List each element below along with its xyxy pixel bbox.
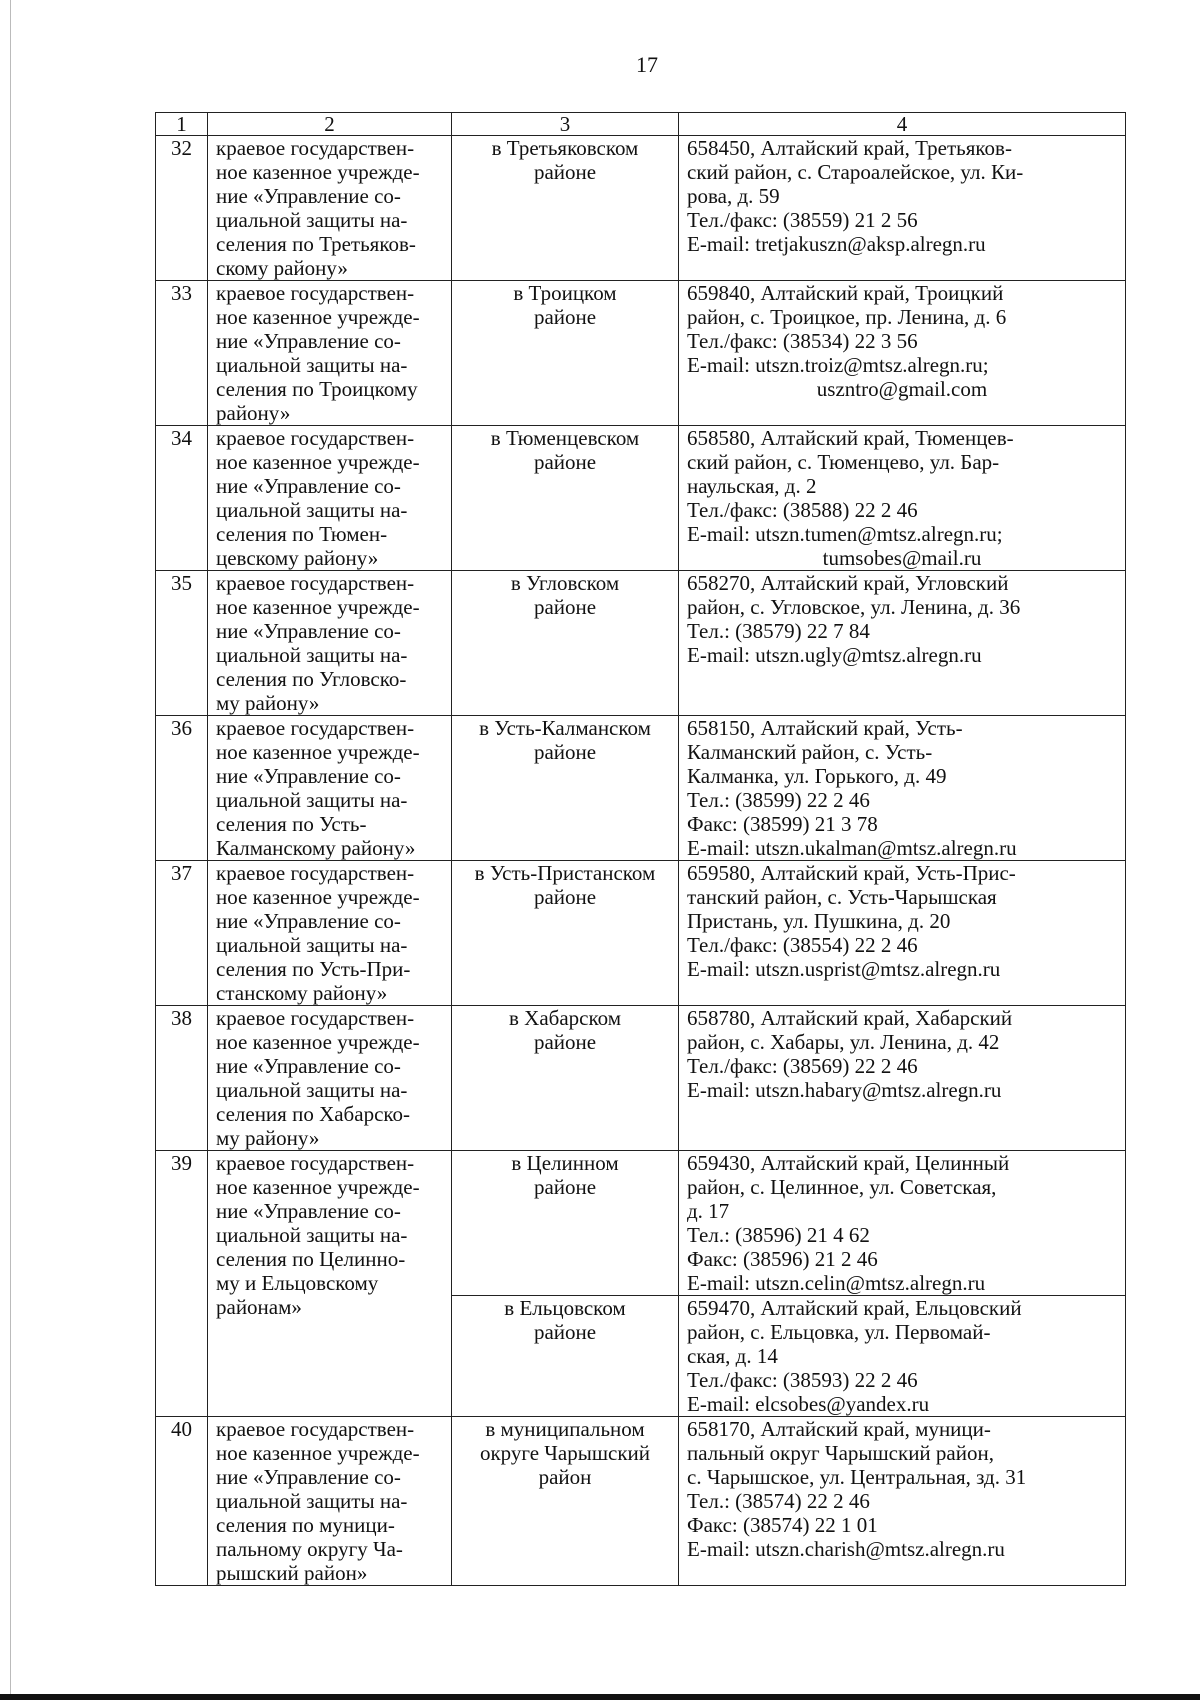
institution-name-line: селения по Хабарско- [216,1102,411,1126]
institution-name-line: селения по Тюмен- [216,522,388,546]
address-line: E-mail: utszn.troiz@mtsz.alregn.ru; [687,353,989,377]
address-line: пальный округ Чарышский район, [687,1441,994,1465]
district-line: в Троицком [513,281,617,305]
district-line: в Угловском [510,571,620,595]
institution-name-line: ное казенное учрежде- [216,160,420,184]
district-line: районе [533,1175,597,1199]
institution-name-line: пальному округу Ча- [216,1537,403,1561]
address-line: E-mail: utszn.ugly@mtsz.alregn.ru [687,643,982,667]
address-line: ский район, с. Тюменцево, ул. Бар- [687,450,1000,474]
district-line: в Усть-Пристанском [474,861,656,885]
district-line: районе [533,1030,597,1054]
district-line: в Целинном [511,1151,619,1175]
institution-name-line: Калманскому району» [216,836,416,860]
institution-name-line: циальной защиты на- [216,1078,408,1102]
address-line: ская, д. 14 [687,1344,778,1368]
address-line: Калманка, ул. Горького, д. 49 [687,764,947,788]
address-line: 659580, Алтайский край, Усть-Прис- [687,861,1016,885]
address-cell [679,1296,1126,1417]
address-line: E-mail: utszn.habary@mtsz.alregn.ru [687,1078,1002,1102]
address-line: Тел./факс: (38554) 22 2 46 [687,933,918,957]
address-line: Пристань, ул. Пушкина, д. 20 [687,909,951,933]
address-line: район, с. Хабары, ул. Ленина, д. 42 [687,1030,1000,1054]
address-line: E-mail: utszn.usprist@mtsz.alregn.ru [687,957,1001,981]
address-line: ский район, с. Староалейское, ул. Ки- [687,160,1024,184]
institution-name-line: краевое государствен- [216,1151,415,1175]
address-line: с. Чарышское, ул. Центральная, зд. 31 [687,1465,1027,1489]
table-row [156,1417,1126,1586]
address-line: Факс: (38596) 21 2 46 [687,1247,878,1271]
institution-name-line: ное казенное учрежде- [216,1441,420,1465]
address-cell [679,1006,1126,1151]
district-cell [452,1296,679,1417]
institution-name-line: станскому району» [216,981,388,1005]
district-cell [452,426,679,571]
column-header: 3 [452,113,679,136]
institution-name-line: ние «Управление со- [216,1465,401,1489]
institution-name-line: ние «Управление со- [216,329,401,353]
column-header: 2 [208,113,452,136]
row-number: 33 [156,281,208,426]
district-cell [452,571,679,716]
institution-name-line: ное казенное учрежде- [216,305,420,329]
row-number: 32 [156,136,208,281]
institution-name-line: селения по Третьяков- [216,232,416,256]
address-line: E-mail: utszn.ukalman@mtsz.alregn.ru [687,836,1017,860]
institution-name-line: ное казенное учрежде- [216,1175,420,1199]
district-cell [452,1006,679,1151]
district-line: районе [533,595,597,619]
institution-name-line: циальной защиты на- [216,353,408,377]
address-cell [679,716,1126,861]
institution-name-line: рышский район» [216,1561,368,1585]
address-line: Тел.: (38599) 22 2 46 [687,788,870,812]
column-header: 1 [156,113,208,136]
district-cell [452,136,679,281]
table-row [156,571,1126,716]
institution-name-line: циальной защиты на- [216,788,408,812]
address-cell [679,281,1126,426]
district-cell [452,716,679,861]
institution-name-cell [208,1006,452,1151]
institution-name-line: краевое государствен- [216,716,415,740]
institution-name-line: циальной защиты на- [216,1223,408,1247]
table-body [156,136,1126,1586]
row-number: 40 [156,1417,208,1586]
institution-name-line: селения по Троицкому [216,377,418,401]
address-line: Калманский район, с. Усть- [687,740,933,764]
row-number: 35 [156,571,208,716]
address-line: район, с. Троицкое, пр. Ленина, д. 6 [687,305,1007,329]
institution-name-line: скому району» [216,256,348,280]
address-cell [679,1417,1126,1586]
institution-name-line: селения по Угловско- [216,667,407,691]
institution-name-cell [208,571,452,716]
address-line: Тел./факс: (38569) 22 2 46 [687,1054,918,1078]
institution-name-cell [208,1151,452,1417]
institution-name-line: циальной защиты на- [216,208,408,232]
institution-name-line: краевое государствен- [216,136,415,160]
district-line: в муниципальном [485,1417,645,1441]
institution-name-line: циальной защиты на- [216,1489,408,1513]
institution-name-line: ное казенное учрежде- [216,450,420,474]
address-line: район, с. Ельцовка, ул. Первомай- [687,1320,991,1344]
row-number: 38 [156,1006,208,1151]
district-line: районе [533,450,597,474]
address-line: рова, д. 59 [687,184,780,208]
institution-name-line: ние «Управление со- [216,909,401,933]
address-line: E-mail: utszn.charish@mtsz.alregn.ru [687,1537,1005,1561]
address-line: E-mail: utszn.celin@mtsz.alregn.ru [687,1271,986,1295]
row-number: 39 [156,1151,208,1417]
district-line: районе [533,1320,597,1344]
address-line: E-mail: utszn.tumen@mtsz.alregn.ru; [687,522,1003,546]
address-line: tumsobes@mail.ru [822,546,982,570]
scan-edge-line [10,0,11,1700]
institution-name-line: селения по Усть-При- [216,957,411,981]
institution-name-line: ное казенное учрежде- [216,595,420,619]
address-line: uszntro@gmail.com [816,377,988,401]
address-line: наульская, д. 2 [687,474,817,498]
institution-name-line: селения по муници- [216,1513,395,1537]
district-line: в Ельцовском [504,1296,626,1320]
district-line: районе [533,305,597,329]
scan-bottom-edge [0,1694,1200,1700]
institution-name-line: ние «Управление со- [216,1199,401,1223]
institutions-table [155,112,1126,1586]
district-line: районе [533,740,597,764]
address-line: Тел.: (38579) 22 7 84 [687,619,870,643]
institution-name-line: селения по Целинно- [216,1247,406,1271]
district-line: районе [533,160,597,184]
table-row [156,136,1126,281]
address-cell [679,571,1126,716]
institution-name-line: ние «Управление со- [216,474,401,498]
address-line: E-mail: tretjakuszn@aksp.alregn.ru [687,232,986,256]
row-number: 36 [156,716,208,861]
table-row [156,716,1126,861]
address-line: Тел./факс: (38559) 21 2 56 [687,208,918,232]
institution-name-line: циальной защиты на- [216,498,408,522]
institution-name-line: му и Ельцовскому [216,1271,379,1295]
district-line: в Хабарском [508,1006,621,1030]
address-line: 658170, Алтайский край, муници- [687,1417,991,1441]
address-line: 658780, Алтайский край, Хабарский [687,1006,1013,1030]
institution-name-line: цевскому району» [216,546,379,570]
address-line: Тел.: (38596) 21 4 62 [687,1223,870,1247]
address-cell [679,1151,1126,1296]
district-line: в Усть-Калманском [479,716,651,740]
address-cell [679,136,1126,281]
address-line: 658450, Алтайский край, Третьяков- [687,136,1012,160]
institution-name-line: краевое государствен- [216,1417,415,1441]
district-line: в Третьяковском [491,136,639,160]
address-line: 658270, Алтайский край, Угловский [687,571,1009,595]
institution-name-line: краевое государствен- [216,426,415,450]
address-line: район, с. Целинное, ул. Советская, [687,1175,997,1199]
district-line: округе Чарышский [479,1441,651,1465]
institution-name-cell [208,861,452,1006]
address-line: 659430, Алтайский край, Целинный [687,1151,1010,1175]
table-row [156,281,1126,426]
institution-name-cell [208,1417,452,1586]
address-line: 659470, Алтайский край, Ельцовский [687,1296,1022,1320]
institution-name-line: селения по Усть- [216,812,367,836]
institution-name-cell [208,136,452,281]
institution-name-line: ние «Управление со- [216,764,401,788]
address-line: 659840, Алтайский край, Троицкий [687,281,1004,305]
row-number: 37 [156,861,208,1006]
district-line: районе [533,885,597,909]
address-line: Тел./факс: (38593) 22 2 46 [687,1368,918,1392]
address-line: Тел.: (38574) 22 2 46 [687,1489,870,1513]
address-line: E-mail: elcsobes@yandex.ru [687,1392,930,1416]
district-cell [452,1151,679,1296]
institution-name-cell [208,281,452,426]
table-row [156,1151,1126,1296]
table-row [156,861,1126,1006]
district-cell [452,1417,679,1586]
institution-name-line: краевое государствен- [216,571,415,595]
address-cell [679,861,1126,1006]
column-header: 4 [679,113,1126,136]
institution-name-line: ние «Управление со- [216,184,401,208]
page-number: 17 [636,52,658,77]
institution-name-line: ное казенное учрежде- [216,740,420,764]
address-line: Факс: (38574) 22 1 01 [687,1513,878,1537]
institution-name-cell [208,716,452,861]
address-line: 658150, Алтайский край, Усть- [687,716,963,740]
institution-name-line: краевое государствен- [216,281,415,305]
institution-name-line: му району» [216,691,320,715]
institution-name-line: циальной защиты на- [216,933,408,957]
institution-name-line: ние «Управление со- [216,1054,401,1078]
table-header-row [156,113,1126,136]
institution-name-line: му району» [216,1126,320,1150]
institution-name-line: ное казенное учрежде- [216,1030,420,1054]
address-cell [679,426,1126,571]
address-line: район, с. Угловское, ул. Ленина, д. 36 [687,595,1021,619]
district-line: район [538,1465,592,1489]
address-line: Тел./факс: (38588) 22 2 46 [687,498,918,522]
institution-name-line: району» [216,401,291,425]
row-number: 34 [156,426,208,571]
address-line: Факс: (38599) 21 3 78 [687,812,878,836]
institution-name-cell [208,426,452,571]
address-line: танский район, с. Усть-Чарышская [687,885,997,909]
district-line: в Тюменцевском [490,426,640,450]
institution-name-line: краевое государствен- [216,1006,415,1030]
table-row [156,1006,1126,1151]
district-cell [452,281,679,426]
institution-name-line: краевое государствен- [216,861,415,885]
institution-name-line: ние «Управление со- [216,619,401,643]
institution-name-line: ное казенное учрежде- [216,885,420,909]
address-line: Тел./факс: (38534) 22 3 56 [687,329,918,353]
institution-name-line: циальной защиты на- [216,643,408,667]
district-cell [452,861,679,1006]
table-row [156,426,1126,571]
institution-name-line: районам» [216,1295,302,1319]
address-line: 658580, Алтайский край, Тюменцев- [687,426,1014,450]
address-line: д. 17 [687,1199,730,1223]
